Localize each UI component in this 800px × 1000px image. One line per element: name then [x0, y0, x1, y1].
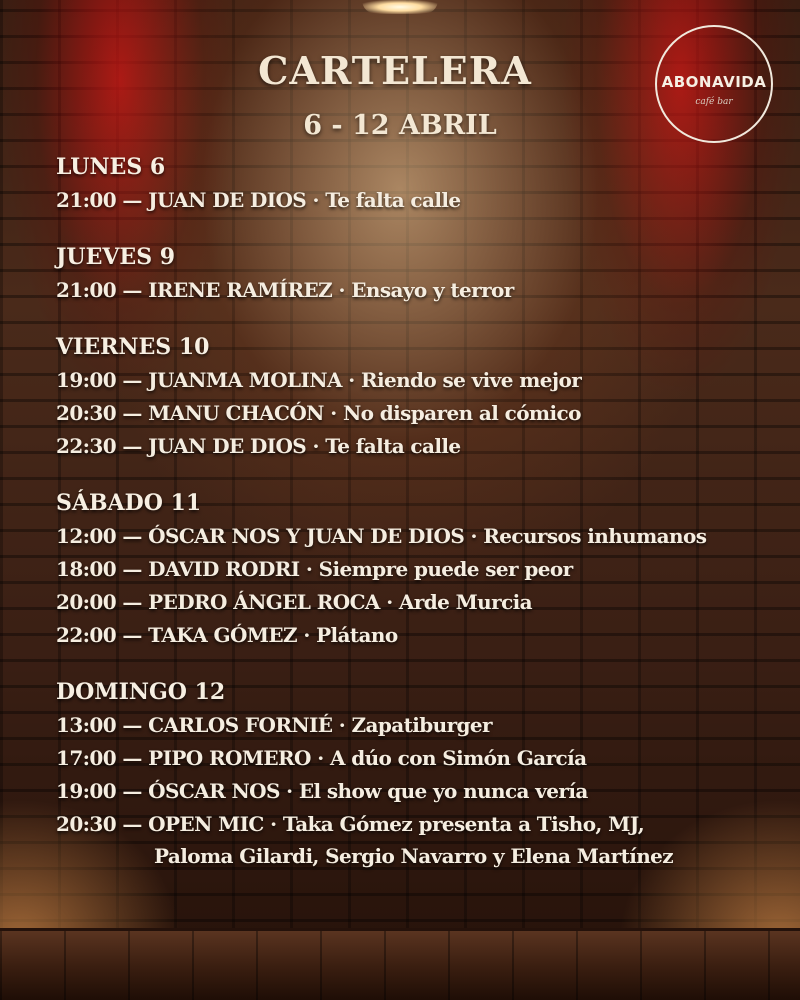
- day-block-domingo: [56, 675, 792, 871]
- event-line-continuation: Paloma Gilardi, Sergio Navarro y Elena Martínez: [154, 844, 674, 868]
- day-block-viernes: [56, 330, 792, 463]
- event-line: 20:30 — MANU CHACÓN · No disparen al cómico: [56, 401, 581, 425]
- date-range: 6 - 12 ABRIL: [303, 110, 497, 141]
- day-heading: VIERNES 10: [56, 334, 210, 360]
- day-heading: JUEVES 9: [56, 244, 176, 270]
- event-line: 13:00 — CARLOS FORNIÉ · Zapatiburger: [56, 713, 492, 737]
- event-line: 12:00 — ÓSCAR NOS Y JUAN DE DIOS · Recursos inhumanos: [56, 524, 707, 548]
- logo-subtitle: café bar: [695, 97, 733, 107]
- event-line: 21:00 — JUAN DE DIOS · Te falta calle: [56, 188, 461, 212]
- event-line: 21:00 — IRENE RAMÍREZ · Ensayo y terror: [56, 278, 514, 302]
- spotlight-lamp: [362, 0, 438, 14]
- stage-floor: [0, 928, 800, 1000]
- day-heading: SÁBADO 11: [56, 490, 202, 516]
- event-line: 20:30 — OPEN MIC · Taka Gómez presenta a Tisho, MJ,: [56, 812, 645, 836]
- day-heading: LUNES 6: [56, 154, 166, 180]
- day-block-lunes: [56, 150, 792, 217]
- day-heading: DOMINGO 12: [56, 679, 226, 705]
- schedule: [56, 150, 792, 894]
- event-line: 20:00 — PEDRO ÁNGEL ROCA · Arde Murcia: [56, 590, 532, 614]
- event-line: 18:00 — DAVID RODRI · Siempre puede ser peor: [56, 557, 573, 581]
- event-line: 19:00 — ÓSCAR NOS · El show que yo nunca vería: [56, 779, 588, 803]
- event-line: 22:00 — TAKA GÓMEZ · Plátano: [56, 623, 398, 647]
- event-line: 19:00 — JUANMA MOLINA · Riendo se vive mejor: [56, 368, 582, 392]
- day-block-jueves: [56, 240, 792, 307]
- day-block-sabado: [56, 486, 792, 652]
- page-title: CARTELERA: [258, 48, 532, 93]
- event-line: 17:00 — PIPO ROMERO · A dúo con Simón García: [56, 746, 587, 770]
- event-line: 22:30 — JUAN DE DIOS · Te falta calle: [56, 434, 461, 458]
- logo-name: ABONAVIDA: [661, 73, 767, 91]
